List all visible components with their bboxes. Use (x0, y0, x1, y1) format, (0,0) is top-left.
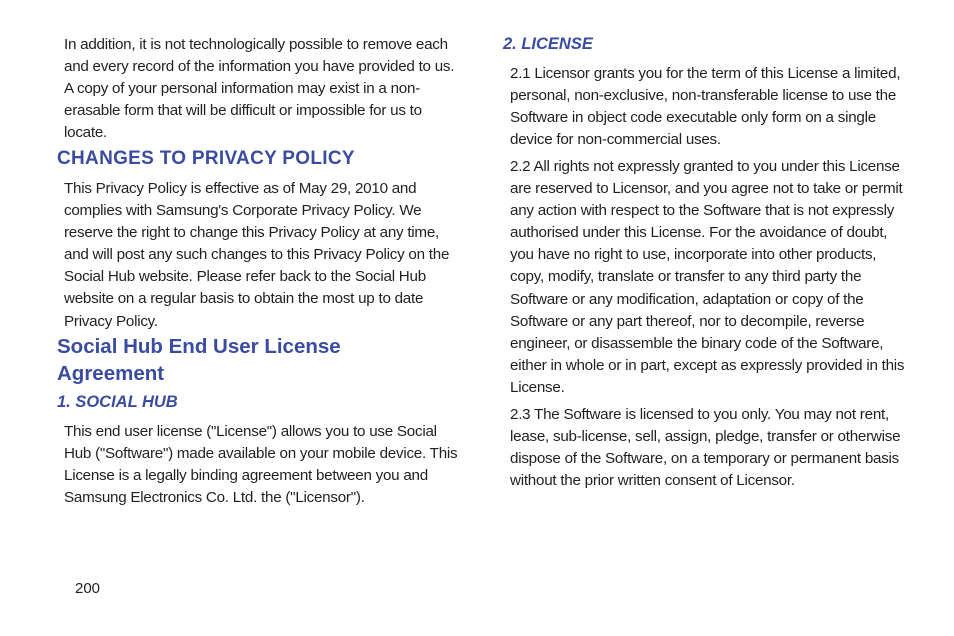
intro-paragraph: In addition, it is not technologically possible to remove each and every record of the information you have provided to us. A copy of your personal information may exist in a non-erasable form that will be difficult or impossible for us to locate. (64, 36, 455, 142)
page-number: 200 (75, 580, 101, 597)
clause-2-1: 2.1 Licensor grants you for the term of this License a limited, personal, non-exclusive, non-transferable license to use the Software in object code executable only form on a single device for non-commercial uses. (510, 65, 901, 149)
eula-heading: Social Hub End User License Agreement (57, 335, 341, 385)
social-hub-paragraph: This end user license ("License") allows you to use Social Hub ("Software") made available on your mobile device. This License is a legally binding agreement between you and Samsung Electronics Co. Ltd. the ("Licensor"). (64, 423, 458, 507)
social-hub-heading: 1. SOCIAL HUB (57, 393, 178, 411)
changes-paragraph: This Privacy Policy is effective as of May 29, 2010 and complies with Samsung's Corporate Privacy Policy. We reserve the right to change this Privacy Policy at any time, and will post any such changes to this Privacy Policy on the Social Hub website. Please refer back to the Social Hub website on a regular basis to obtain the most up to date Privacy Policy. (64, 180, 450, 330)
changes-to-privacy-policy-heading: CHANGES TO PRIVACY POLICY (57, 148, 355, 169)
clause-2-2: 2.2 All rights not expressly granted to you under this License are reserved to Licensor, and you agree not to take or permit any action with respect to the Software that is not expressly authorised under this License. For the avoidance of doubt, you have no right to use, incorporate into other products, copy, modify, translate or transfer to any third party the Software or any modification, adaptation or copy of the Software or any part thereof, nor to decompile, reverse engineer, or disassemble the binary code of the Software, either in whole or in part, except as expressly provided in this License. (510, 158, 905, 396)
clause-2-3: 2.3 The Software is licensed to you only. You may not rent, lease, sub-license, sell, assign, pledge, transfer or otherwise dispose of the Software, on a temporary or permanent basis without the prior written consent of Licensor. (510, 406, 901, 490)
license-heading: 2. LICENSE (503, 35, 593, 53)
